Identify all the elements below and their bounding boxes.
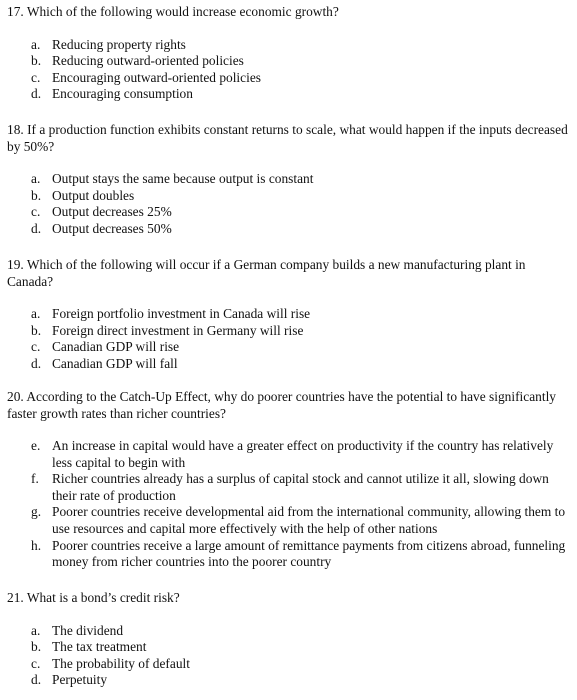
question-21-options — [7, 623, 569, 689]
question-17-options — [7, 37, 569, 103]
option-19d — [7, 356, 569, 373]
option-text: Output decreases 50% — [52, 220, 172, 236]
option-21d — [7, 672, 569, 689]
question-20-options — [7, 438, 569, 571]
option-text: Richer countries already has a surplus of capital stock and cannot utilize it all, slowing down their rate of production — [52, 471, 549, 503]
option-letter: a. — [31, 36, 41, 52]
option-text: Encouraging outward-oriented policies — [52, 69, 261, 85]
option-21a — [7, 623, 569, 640]
option-letter: a. — [31, 171, 41, 186]
option-letter: b. — [31, 187, 42, 203]
question-17-text: 17. Which of the following would increase economic growth? — [7, 4, 339, 19]
option-letter: c. — [31, 204, 41, 220]
option-18b — [7, 188, 569, 205]
option-text: Foreign direct investment in Germany will rise — [52, 322, 304, 338]
option-letter: c. — [31, 339, 41, 355]
option-text: An increase in capital would have a greater effect on productivity if the country has relatively less capital to begin with — [52, 438, 554, 470]
option-letter: e. — [31, 438, 41, 453]
option-letter: d. — [31, 672, 42, 688]
option-text: Perpetuity — [52, 672, 108, 688]
option-letter: a. — [31, 622, 41, 638]
option-20f — [7, 471, 569, 504]
option-text: Output doubles — [52, 187, 135, 203]
option-text: Reducing property rights — [52, 36, 186, 52]
option-letter: d. — [31, 355, 42, 371]
option-20h — [7, 538, 569, 571]
option-letter: b. — [31, 322, 42, 338]
option-text: Foreign portfolio investment in Canada will rise — [52, 306, 311, 321]
option-20e — [7, 438, 569, 471]
option-18a — [7, 171, 569, 188]
option-text: Reducing outward-oriented policies — [52, 53, 244, 69]
option-text: Canadian GDP will rise — [52, 339, 180, 355]
question-18-text: 18. If a production function exhibits constant returns to scale, what would happen if the inputs decreased by 50%? — [7, 122, 568, 154]
question-18-options — [7, 171, 569, 237]
option-letter: f. — [31, 471, 39, 487]
option-text: The dividend — [52, 622, 124, 638]
option-text: The probability of default — [52, 655, 190, 671]
option-letter: c. — [31, 655, 41, 671]
question-20-text: 20. According to the Catch-Up Effect, why do poorer countries have the potential to have significantly faster growth rates than richer countries? — [7, 389, 556, 421]
option-letter: h. — [31, 537, 42, 553]
option-20g — [7, 504, 569, 537]
option-19a — [7, 306, 569, 323]
option-letter: b. — [31, 639, 42, 655]
option-19b — [7, 323, 569, 340]
question-19 — [7, 257, 569, 372]
option-text: The tax treatment — [52, 639, 147, 655]
question-19-options — [7, 306, 569, 372]
option-17b — [7, 53, 569, 70]
option-18d — [7, 221, 569, 238]
option-text: Encouraging consumption — [52, 86, 193, 102]
option-17c — [7, 70, 569, 87]
option-text: Poorer countries receive a large amount of remittance payments from citizens abroad, funneling money from richer countries into the poorer country — [52, 537, 566, 570]
question-20 — [7, 389, 569, 571]
question-18 — [7, 122, 569, 237]
option-17d — [7, 86, 569, 103]
option-19c — [7, 339, 569, 356]
option-17a — [7, 37, 569, 54]
question-17 — [7, 4, 569, 103]
option-letter: c. — [31, 69, 41, 85]
option-18c — [7, 204, 569, 221]
option-text: Output decreases 25% — [52, 204, 172, 220]
option-text: Canadian GDP will fall — [52, 355, 178, 371]
option-letter: g. — [31, 504, 42, 520]
option-21b — [7, 639, 569, 656]
option-letter: d. — [31, 220, 42, 236]
option-letter: d. — [31, 86, 42, 102]
question-21 — [7, 590, 569, 689]
question-19-text: 19. Which of the following will occur if a German company builds a new manufacturing plant in Canada? — [7, 257, 526, 289]
option-21c — [7, 656, 569, 673]
option-text: Poorer countries receive developmental aid from the international community, allowing them to use resources and capital more effectively with the help of other nations — [52, 504, 566, 536]
question-21-text: 21. What is a bond’s credit risk? — [7, 590, 180, 605]
option-text: Output stays the same because output is constant — [52, 171, 314, 186]
option-letter: a. — [31, 306, 41, 321]
option-letter: b. — [31, 53, 42, 69]
